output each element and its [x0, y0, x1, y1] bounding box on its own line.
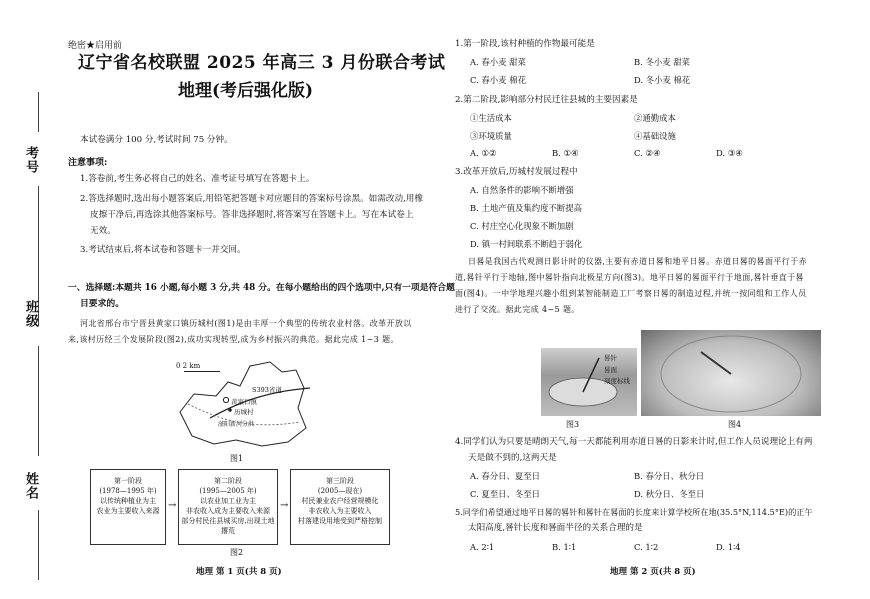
q2-option-a: A. ①②	[470, 148, 497, 158]
q3-option-c: C. 村庄空心化现象不断加剧	[470, 221, 574, 231]
q5-stem: 5.同学们希望通过地平日晷的晷针和晷针在晷面的长度来计算学校所在地(35.5°N,114.5°E)的正午	[455, 507, 813, 517]
stage3-line1: 村民兼业农户经营规模化	[301, 497, 379, 505]
q4-option-c: C. 夏至日、冬至日	[470, 489, 541, 499]
fig3-label-marks: 刻度标线	[604, 377, 630, 385]
passage1-line1: 河北省邢台市宁晋县黄家口镇历城村(图1)是由丰厚一个典型的传统农业村落。改革开放以	[80, 319, 412, 328]
stage2-title: 第二阶段	[214, 477, 242, 485]
q2-item-2: ②通勤成本	[634, 113, 676, 123]
stage-box-1	[90, 469, 166, 545]
fig3-label-gnomon: 晷针	[604, 354, 617, 362]
fig1-caption: 图1	[230, 454, 244, 463]
note-2: 2.答选择题时,选出每小题答案后,用铅笔把答题卡对应题目的答案标号涂黑。如需改动,用橡	[80, 194, 423, 204]
stage3-years: (2005—现在)	[317, 487, 363, 495]
q2-item-3: ③环境质量	[470, 131, 512, 141]
q5-option-d: D. 1∶4	[716, 542, 741, 552]
stage3-title: 第三阶段	[326, 477, 354, 485]
stage2-line1: 以农业加工业为主	[200, 497, 256, 505]
stage2-years: (1995—2005 年)	[199, 487, 257, 495]
side-label-exam-number: 考号	[23, 146, 38, 174]
sundial-gnomon-4	[701, 352, 731, 374]
stage1-line1: 以传统种植业为主	[100, 497, 156, 505]
passage2-line4: 进行了交流。据此完成 4~5 题。	[455, 305, 580, 314]
q1-option-b: B. 冬小麦 甜菜	[634, 57, 691, 67]
footer-right: 地理 第 2 页(共 8 页)	[610, 567, 696, 577]
secret-mark: 绝密★启用前	[68, 41, 123, 51]
horizontal-sundial-graphic	[641, 330, 821, 416]
q1-option-d: D. 冬小麦 棉花	[634, 75, 691, 85]
q4-option-d: D. 秋分日、冬至日	[634, 489, 705, 499]
q5-option-c: C. 1∶2	[634, 542, 659, 552]
map-river-label: 滏阳新河分洪	[218, 421, 255, 428]
intro-text: 本试卷满分 100 分,考试时间 75 分钟。	[80, 135, 233, 145]
q4-stem: 4.同学们认为只要是晴朗天气,每一天都能利用赤道日晷的日影来计时,但工作人员说理论上有两	[455, 437, 813, 447]
side-divider-2	[38, 346, 39, 456]
horizontal-sundial-photo	[641, 330, 821, 416]
fig2-caption: 图2	[230, 548, 244, 557]
footer-left: 地理 第 1 页(共 8 页)	[196, 567, 282, 577]
map-scale: 0 2 km	[176, 362, 201, 370]
side-label-class: 班级	[23, 300, 38, 328]
stage2-line3: 部分村民往县城买房,出现土地撂荒	[181, 517, 275, 535]
q4-option-a: A. 春分日、夏至日	[470, 471, 540, 481]
stage3-line2: 非农收入为主要收入	[308, 507, 372, 515]
q2-stem: 2.第二阶段,影响部分村民迁往县城的主要因素是	[455, 95, 638, 105]
fig3-label-face: 晷面	[604, 366, 617, 374]
note-2-cont: 皮擦干净后,再选涂其他答案标号。答非选择题时,将答案写在答题卡上。写在本试卷上	[90, 210, 414, 220]
passage2-line2: 道,晷针平行于地轴,图中晷针指向北极星方向(图3)。地平日晷的晷面平行于地面,晷针垂直于晷	[455, 273, 804, 282]
stage1-title: 第一阶段	[114, 477, 142, 485]
stage3-line3: 村落建设用地受到严格控制	[298, 517, 382, 525]
passage2-line3: 面(图4)。一中学地理兴趣小组到某智能制造工厂考察日晷的制造过程,并统一按同组和工作人员	[455, 289, 807, 298]
side-divider-top	[38, 92, 39, 132]
q2-option-c: C. ②④	[634, 148, 661, 158]
note-3: 3.考试结束后,将本试卷和答题卡一并交回。	[80, 245, 246, 255]
q1-option-a: A. 春小麦 甜菜	[470, 57, 526, 67]
q3-option-d: D. 镇一村间联系不断趋于弱化	[470, 239, 583, 249]
exam-title: 辽宁省名校联盟 2025 年高三 3 月份联合考试	[78, 53, 446, 73]
town-marker	[223, 397, 228, 402]
map-road-label: S393省道	[252, 386, 282, 394]
map-village-label: 历城村	[234, 408, 254, 416]
stage1-years: (1978—1995 年)	[99, 487, 157, 495]
q5-option-b: B. 1∶1	[552, 542, 577, 552]
q3-option-a: A. 自然条件的影响不断增强	[470, 185, 574, 195]
village-marker	[228, 408, 232, 412]
arrow-right-icon: →	[168, 500, 177, 511]
side-label-name: 姓名	[23, 472, 38, 500]
q2-option-b: B. ①④	[552, 148, 579, 158]
q3-option-b: B. 土地产值及集约度不断提高	[470, 203, 582, 213]
fig4-caption: 图4	[728, 420, 742, 429]
q5-stem-cont: 太阳高度,晷针长度和晷面半径的关系合理的是	[468, 523, 643, 533]
passage1-line2: 来,该村历经三个发展阶段(图2),成功实现转型,成为乡村振兴的典范。据此完成 1~3 题。	[68, 335, 399, 344]
arrow-right-icon: →	[280, 500, 289, 511]
stage2-line2: 非农收入成为主要收入来源	[186, 507, 270, 515]
q1-stem: 1.第一阶段,该村种植的作物最可能是	[455, 39, 595, 49]
q4-stem-cont: 天是做不到的,这两天是	[468, 453, 557, 463]
q2-item-1: ①生活成本	[470, 113, 512, 123]
notes-title: 注意事项:	[68, 158, 108, 168]
map-scale-bar	[184, 371, 220, 372]
q1-option-c: C. 春小麦 棉花	[470, 75, 526, 85]
note-1: 1.答卷前,考生务必将自己的姓名、准考证号填写在答题卡上。	[80, 174, 315, 184]
fig3-caption: 图3	[566, 420, 580, 429]
map-town-label: 黄家口镇	[231, 398, 257, 406]
section1-heading: 一、选择题:本题共 16 小题,每小题 3 分,共 48 分。在每小题给出的四个选项中,只有一项是符合题	[68, 283, 455, 293]
stage1-line2: 农业为主要收入来源	[96, 507, 160, 515]
q2-option-d: D. ③④	[716, 148, 743, 158]
q2-item-4: ④基础设施	[634, 131, 676, 141]
q3-stem: 3.改革开放后,历城村发展过程中	[455, 167, 578, 177]
exam-subtitle: 地理(考后强化版)	[178, 81, 314, 101]
q4-option-b: B. 春分日、秋分日	[634, 471, 705, 481]
q5-option-a: A. 2∶1	[470, 542, 495, 552]
section1-heading-cont: 目要求的。	[80, 299, 124, 309]
passage2-line1: 日晷是我国古代观测日影计时的仪器,主要有赤道日晷和地平日晷。赤道日晷的晷面平行于赤	[468, 257, 807, 266]
stage-box-3	[290, 469, 390, 545]
stage-box-2	[178, 469, 278, 545]
note-2-end: 无效。	[90, 226, 116, 236]
side-divider-3	[38, 510, 39, 580]
